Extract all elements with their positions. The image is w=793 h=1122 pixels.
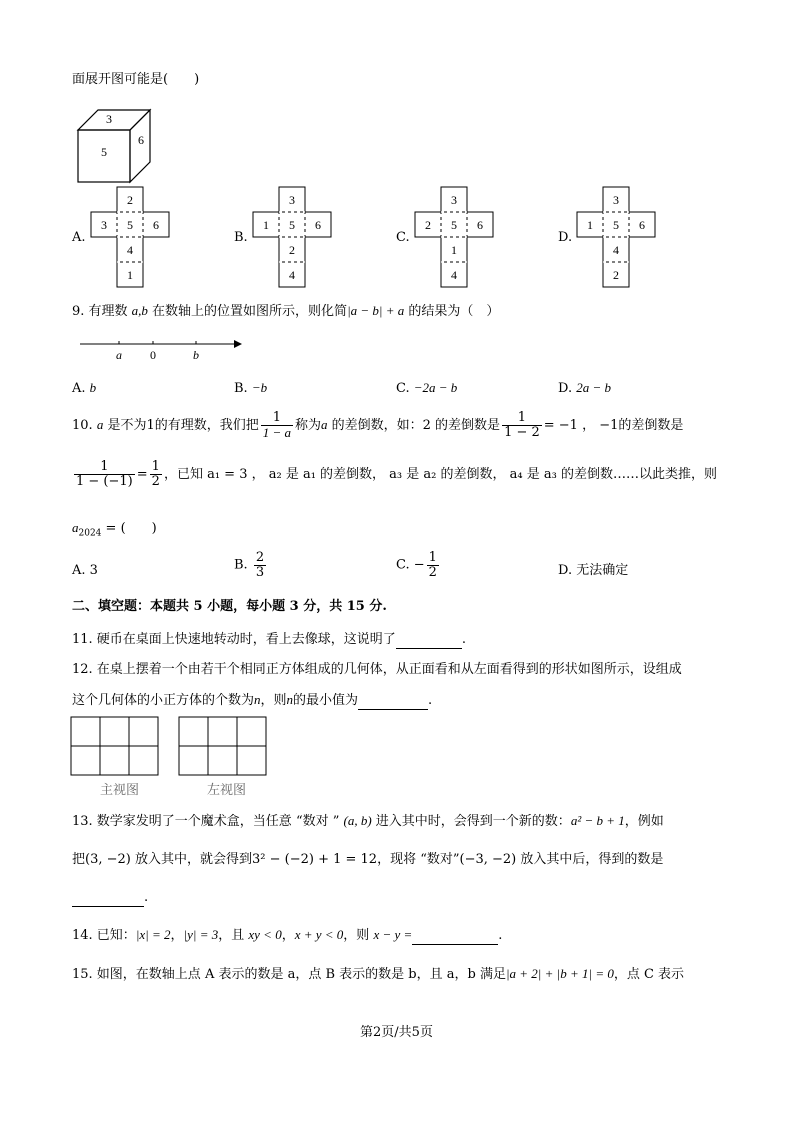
net-face-label: 4 (613, 243, 619, 257)
section-title: 二、填空题：本题共 5 小题，每小题 3 分，共 15 分. (72, 599, 387, 614)
net-face-label: 3 (613, 193, 619, 207)
net-face-label: 6 (477, 218, 483, 232)
axis-label-0: 0 (150, 348, 156, 362)
left-view-label: 左视图 (207, 783, 247, 798)
net-face-label: 5 (613, 218, 619, 232)
net-face-label: 2 (289, 243, 295, 257)
net-face-label: 3 (289, 193, 295, 207)
net-face-label: 2 (613, 268, 619, 282)
q13-line2: 把(3, −2) 放入其中，就会得到3² − (−2) + 1 = 12，现将 “数对”(−3, −2) 放入其中后，得到的数是 (72, 852, 664, 867)
q11: 11. 硬币在桌面上快速地转动时，看上去像球，这说明了 . (72, 632, 466, 647)
q10-option-c[interactable]: C. − $\frac{1}{2}$ (396, 550, 437, 580)
q10-line2: $\frac{1}{1 - (-1)}$ = $\frac{1}{2}$ ，已知 a₁ = 3 ， a₂ 是 a₁ 的差倒数， a₃ 是 a₂ 的差倒数， a₄ 是 a₃ 的差倒数……以此类推，则 (76, 459, 717, 489)
axis-label-b: b (193, 348, 199, 362)
q8-stem-tail: 面展开图可能是( ) (72, 72, 200, 87)
net-face-label: 1 (451, 243, 457, 257)
net-face-label: 5 (289, 218, 295, 232)
net-face-label: 1 (127, 268, 133, 282)
net-face-label: 6 (639, 218, 645, 232)
page-footer: 第2页/共5页 (360, 1025, 433, 1040)
front-view-label: 主视图 (100, 783, 140, 798)
q10-option-d[interactable]: D. 无法确定 (558, 563, 629, 578)
q8-option-b-net (252, 186, 334, 290)
q9-option-c[interactable]: C. −2a − b (396, 380, 458, 396)
net-face-label: 5 (127, 218, 133, 232)
net-face-label: 4 (451, 268, 457, 282)
net-face-label: 1 (263, 218, 269, 232)
cube-right-label: 6 (138, 133, 144, 147)
net-face-label: 6 (315, 218, 321, 232)
q13-blank[interactable] (72, 890, 144, 907)
q9-option-d[interactable]: D. 2a − b (558, 380, 612, 396)
cube-figure (75, 106, 155, 184)
q8-option-c-net (414, 186, 496, 290)
axis-label-a: a (116, 348, 122, 362)
q14-blank[interactable] (412, 928, 498, 945)
q8-option-d-net (576, 186, 658, 290)
q9-option-a[interactable]: A. b (72, 380, 97, 396)
net-face-label: 6 (153, 218, 159, 232)
q10-ask: $a_{2024}$ = ( ) (72, 520, 157, 539)
q8-option-b-label[interactable]: B. (234, 230, 248, 245)
net-face-label: 1 (587, 218, 593, 232)
net-face-label: 4 (289, 268, 295, 282)
q8-option-d-label[interactable]: D. (558, 230, 573, 245)
cube-front-label: 5 (101, 145, 107, 159)
net-face-label: 2 (127, 193, 133, 207)
q13-answer: . (72, 890, 148, 907)
q12-line2: 这个几何体的小正方体的个数为n，则n的最小值为 . (72, 692, 433, 708)
net-face-label: 3 (101, 218, 107, 232)
left-view-figure (178, 716, 270, 778)
q12-line1: 12. 在桌上摆着一个由若干个相同正方体组成的几何体，从正面看和从左面看得到的形状如图所示，设组成 (72, 662, 682, 677)
q14: 14. 已知：|x| = 2，|y| = 3，且 xy < 0，x + y < 0，则 x − y = . (72, 927, 503, 943)
q10-option-b[interactable]: B. $\frac{2}{3}$ (234, 550, 265, 580)
net-face-label: 5 (451, 218, 457, 232)
q11-blank[interactable] (396, 632, 462, 649)
q9-stem: 9. 有理数 a,b 在数轴上的位置如图所示，则化简|a − b| + a 的结果为（ ） (72, 303, 500, 319)
cube-top-label: 3 (106, 112, 112, 126)
q8-option-c-label[interactable]: C. (396, 230, 410, 245)
net-face-label: 4 (127, 243, 133, 257)
q8-option-a-net (90, 186, 172, 290)
q10-option-a[interactable]: A. 3 (72, 563, 98, 578)
q9-option-b[interactable]: B. −b (234, 380, 268, 396)
net-face-label: 3 (451, 193, 457, 207)
front-view-figure (70, 716, 162, 778)
q9-number-line (78, 336, 248, 364)
q8-option-a-label[interactable]: A. (72, 230, 86, 245)
net-face-label: 2 (425, 218, 431, 232)
q12-blank[interactable] (358, 693, 428, 710)
q13-line1: 13. 数学家发明了一个魔术盒，当任意 “数对 ” (a, b) 进入其中时，会得到一个新的数：a² − b + 1，例如 (72, 813, 664, 829)
q15: 15. 如图，在数轴上点 A 表示的数是 a，点 B 表示的数是 b，且 a，b 满足|a + 2| + |b + 1| = 0，点 C 表示 (72, 966, 685, 982)
q10-line1: 10. a 是不为1的有理数，我们把 $\frac{1}{1 - a}$ 称为a 的差倒数，如：2 的差倒数是 $\frac{1}{1 - 2}$ = −1 ， −1的差倒数是 (72, 410, 684, 440)
